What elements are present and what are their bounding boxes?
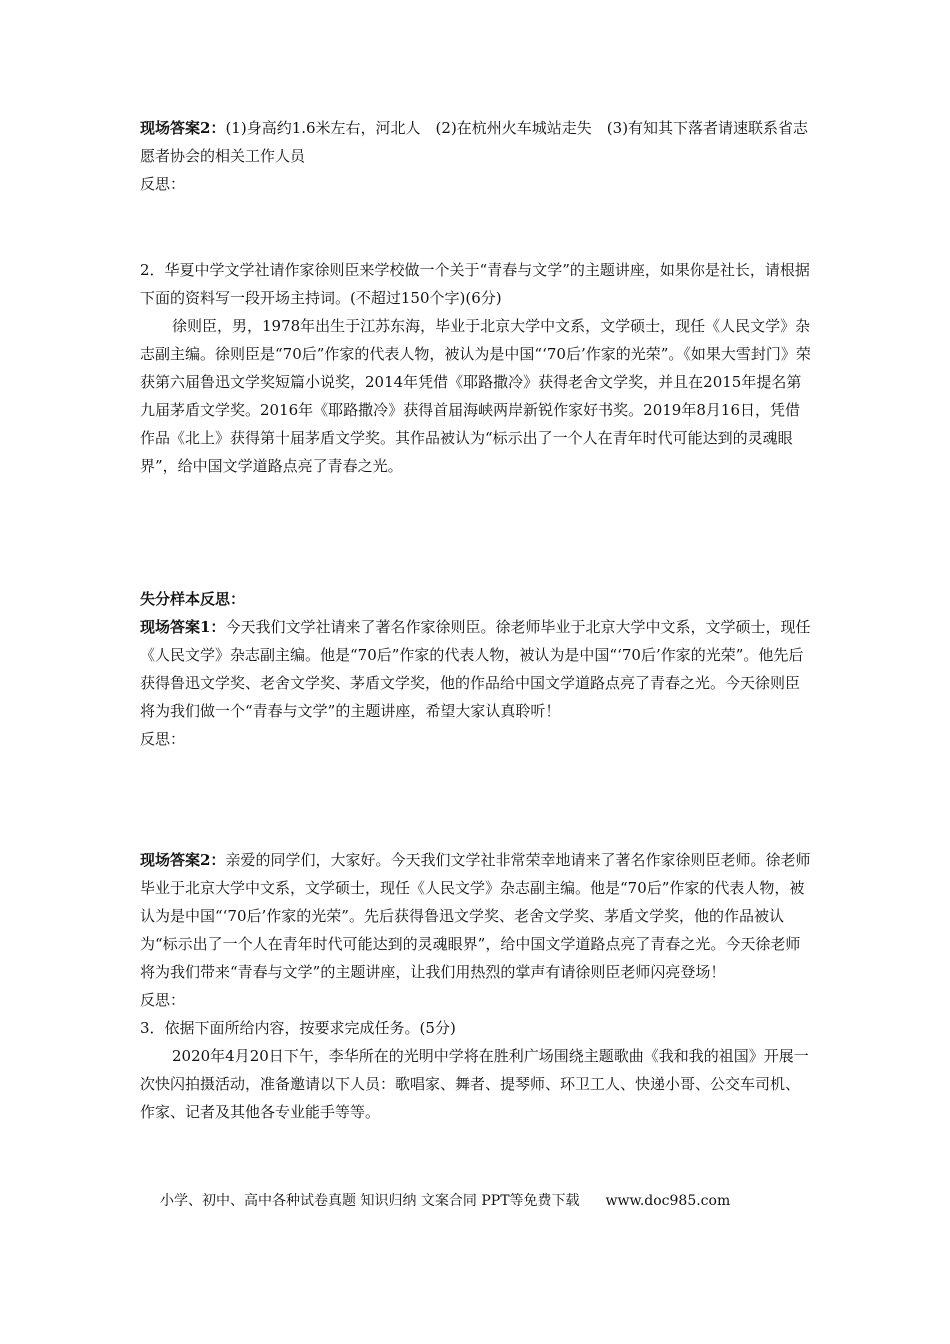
question2-material: 徐则臣，男，1978年出生于江苏东海，毕业于北京大学中文系，文学硕士，现任《人民文学》杂志副主编。徐则臣是“70后”作家的代表人物，被认为是中国“‘70后’作家的光荣”。《如果大雪封门》荣获第六届鲁迅文学奖短篇小说奖，2014年凭借《耶路撒冷》获得老舍文学奖，并且在2015年提名第九届茅盾文学奖。2016年《耶路撒冷》获得首届海峡两岸新锐作家好书奖。2019年8月16日，凭借作品《北上》获得第十届茅盾文学奖。其作品被认为“标示出了一个人在青年时代可能达到的灵魂眼界”，给中国文学道路点亮了青春之光。 <box>140 317 811 475</box>
section-answer2 <box>140 114 812 198</box>
sample-answer2-label: 现场答案2： <box>140 851 226 869</box>
page-footer <box>160 1189 840 1213</box>
sample-answer1-label: 现场答案1： <box>140 618 226 636</box>
reflection-label: 反思： <box>140 175 186 193</box>
answer2-paragraph <box>140 114 812 170</box>
sample-answer2-text: 亲爱的同学们，大家好。今天我们文学社非常荣幸地请来了著名作家徐则臣老师。徐老师毕业于北京大学中文系，文学硕士，现任《人民文学》杂志副主编。他是“70后”作家的代表人物，被认为是中国“‘70后’作家的光荣”。先后获得鲁迅文学奖、老舍文学奖、茅盾文学奖，他的作品被认为“标示出了一个人在青年时代可能达到的灵魂眼界”，给中国文学道路点亮了青春之光。今天徐老师将为我们带来“青春与文学”的主题讲座，让我们用热烈的掌声有请徐则臣老师闪亮登场！ <box>140 851 811 981</box>
sample-answer2-paragraph <box>140 846 812 986</box>
answer2-text: (1)身高约1.6米左右，河北人 (2)在杭州火车城站走失 (3)有知其下落者请速联系省志愿者协会的相关工作人员 <box>140 119 809 165</box>
sample-answer1-text: 今天我们文学社请来了著名作家徐则臣。徐老师毕业于北京大学中文系，文学硕士，现任《人民文学》杂志副主编。他是“70后”作家的代表人物，被认为是中国“‘70后’作家的光荣”。他先后获得鲁迅文学奖、老舍文学奖、茅盾文学奖，他的作品给中国文学道路点亮了青春之光。今天徐则臣将为我们做一个“青春与文学”的主题讲座，希望大家认真聆听！ <box>140 618 811 720</box>
footer-text: 小学、初中、高中各种试卷真题 知识归纳 文案合同 PPT等免费下载 <box>160 1193 580 1209</box>
question3-prompt: 3．依据下面所给内容，按要求完成任务。(5分) <box>140 1019 456 1037</box>
sample-reflection-section <box>140 585 812 753</box>
footer-site-link[interactable]: www.doc985.com <box>605 1193 731 1209</box>
sample-answer1-paragraph <box>140 613 812 725</box>
question2-prompt: 2．华夏中学文学社请作家徐则臣来学校做一个关于“青春与文学”的主题讲座，如果你是社长，请根据下面的资料写一段开场主持词。(不超过150个字)(6分) <box>140 261 810 307</box>
answer2-label: 现场答案2： <box>140 119 226 137</box>
question-2 <box>140 256 812 480</box>
sample-answer2-section <box>140 846 812 1126</box>
sample-reflection1-label: 反思： <box>140 730 186 748</box>
sample-reflection2-label: 反思： <box>140 991 186 1009</box>
question3-material: 2020年4月20日下午，李华所在的光明中学将在胜利广场围绕主题歌曲《我和我的祖国》开展一次快闪拍摄活动，准备邀请以下人员：歌唱家、舞者、提琴师、环卫工人、快递小哥、公交车司机、作家、记者及其他各专业能手等等。 <box>140 1047 809 1121</box>
sample-reflection-heading: 失分样本反思： <box>140 590 246 608</box>
